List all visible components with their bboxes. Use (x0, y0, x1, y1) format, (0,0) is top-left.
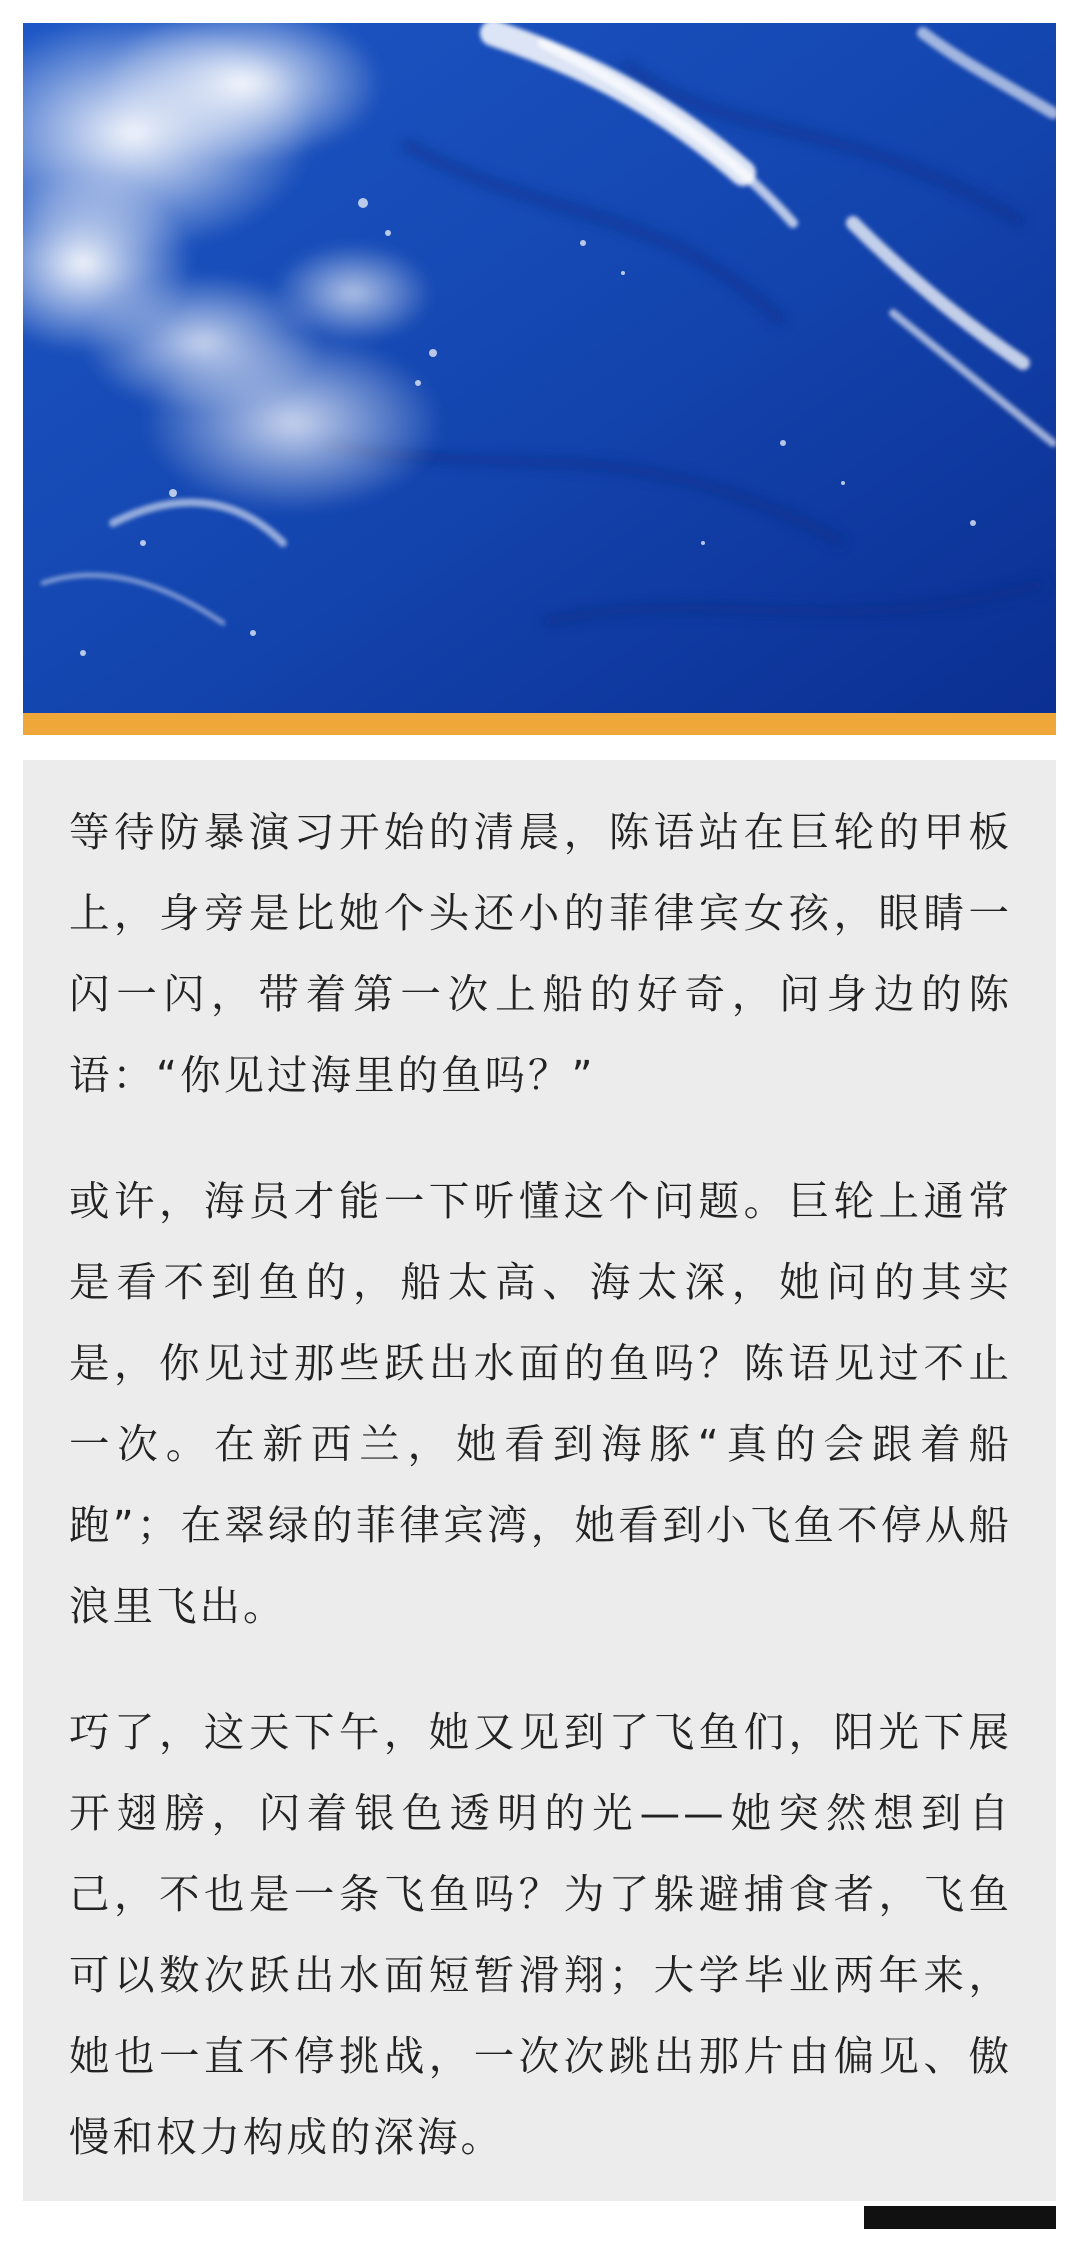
decorative-corner-bar (864, 2206, 1056, 2229)
article-paragraph-2: 或许，海员才能一下听懂这个问题。巨轮上通常是看不到鱼的，船太高、海太深，她问的其实是，你见过那些跃出水面的鱼吗？陈语见过不止一次。在新西兰，她看到海豚“真的会跟着船跑”；在翠绿的菲律宾湾，她看到小飞鱼不停从船浪里飞出。 (69, 1177, 1012, 1630)
article-paragraph-1: 等待防暴演习开始的清晨，陈语站在巨轮的甲板上，身旁是比她个头还小的菲律宾女孩，眼睛一闪一闪，带着第一次上船的好奇，问身边的陈语：“你见过海里的鱼吗？” (69, 808, 1012, 1099)
article-body (23, 760, 1056, 2201)
ocean-hero-image (23, 23, 1056, 713)
ocean-waves-illustration (23, 23, 1056, 713)
accent-divider (23, 713, 1056, 735)
article-paragraph-3: 巧了，这天下午，她又见到了飞鱼们，阳光下展开翅膀，闪着银色透明的光——她突然想到自己，不也是一条飞鱼吗？为了躲避捕食者，飞鱼可以数次跃出水面短暂滑翔；大学毕业两年来，她也一直不停挑战，一次次跳出那片由偏见、傲慢和权力构成的深海。 (69, 1708, 1012, 2161)
